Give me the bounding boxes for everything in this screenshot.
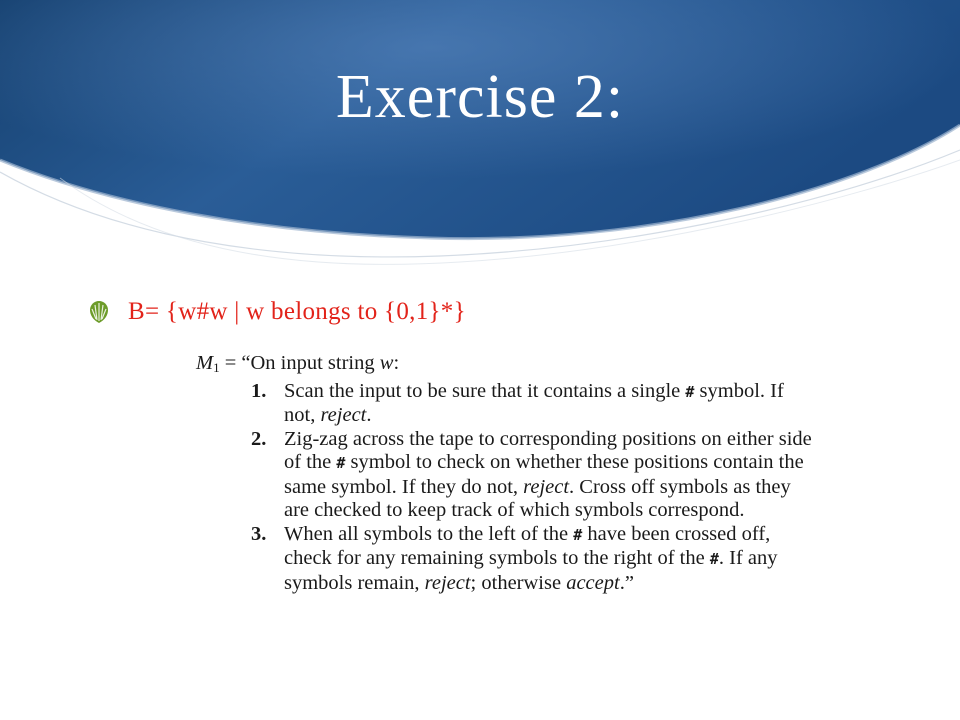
bullet-text: B= {w#w | w belongs to {0,1}*}	[128, 298, 466, 325]
algorithm-excerpt	[196, 352, 816, 595]
hash-symbol: #	[336, 454, 346, 472]
hash-symbol: #	[709, 550, 719, 568]
intro-colon: :	[393, 352, 400, 374]
header-banner	[0, 0, 960, 330]
intro-variable: w	[379, 352, 394, 374]
step-text: symbol. If not,	[284, 379, 784, 426]
step-text: symbol to check on whether these positions contain the same symbol. If they do not,	[284, 451, 804, 498]
step-1	[196, 380, 816, 428]
step-text: Zig-zag across the tape to corresponding positions on either side of the	[284, 427, 812, 473]
step-text: When all symbols to the left of the	[284, 522, 574, 545]
step-2	[196, 428, 816, 523]
step-text: .	[366, 404, 372, 426]
step-3	[196, 523, 816, 596]
reject-word: reject	[523, 475, 570, 498]
step-text: ; otherwise	[470, 571, 567, 594]
slide-title: Exercise 2:	[335, 63, 625, 131]
reject-word: reject	[424, 571, 471, 594]
step-text: have been crossed off, check for any remaining symbols to the right of the	[284, 522, 771, 569]
step-text: .”	[619, 571, 634, 594]
step-text: . Cross off symbols as they are checked to keep track of which symbols correspond.	[284, 475, 791, 521]
step-list	[196, 380, 816, 596]
step-text: Scan the input to be sure that it contains a single	[284, 379, 686, 402]
step-number: 1.	[251, 379, 267, 402]
machine-name: M	[196, 352, 214, 374]
machine-intro	[196, 352, 816, 380]
intro-equals: =	[219, 352, 242, 374]
hash-symbol: #	[573, 525, 583, 544]
step-number: 3.	[251, 522, 267, 545]
reject-word: reject	[320, 404, 367, 426]
step-number: 2.	[251, 427, 267, 450]
bullet-item	[88, 298, 466, 326]
step-text: . If any symbols remain,	[284, 547, 778, 594]
shell-bullet-icon	[88, 300, 110, 324]
hash-symbol: #	[685, 382, 695, 401]
machine-subscript: 1	[213, 360, 220, 375]
accept-word: accept	[566, 571, 620, 594]
intro-text: “On input string	[241, 352, 380, 374]
